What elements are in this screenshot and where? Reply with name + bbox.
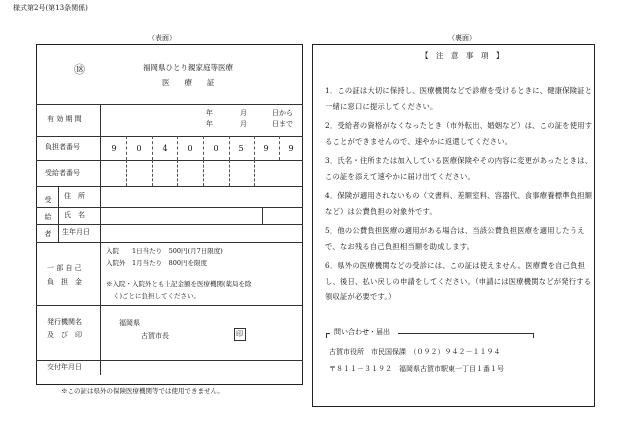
card-title: 福岡県ひとり親家庭等医療 — [143, 63, 233, 72]
validity-from-month: 月 — [240, 109, 247, 117]
contact-address: 〒８１１－３１９２ 福岡県古賀市駅東一丁目１番１号 — [329, 365, 504, 373]
payer-digit: 9 — [263, 144, 269, 153]
issuer-label: 発行機関名 — [47, 318, 82, 326]
payer-digit: 0 — [187, 144, 193, 153]
notice-item: 1．この証は大切に保持し、医療機関などで診療を受けるときに、健康保険証と一緒に窓口に提示してください。 — [325, 86, 593, 111]
birthdate-label: 生年月日 — [62, 228, 90, 236]
contact-office: 古賀市役所 市民国保課 （０９２）９４２－１１９４ — [329, 348, 501, 356]
payer-digit: 0 — [213, 144, 219, 153]
form-id: 様式第2号(第13条関係) — [13, 4, 88, 12]
front-side-label: （表面） — [148, 34, 176, 42]
issuer-prefecture: 福岡県 — [119, 319, 140, 327]
payer-number-label: 負担者番号 — [45, 143, 80, 151]
notice-item: 5．他の公費負担医療の適用がある場合は、当該公費負担医療を適用したうえで、なお残る自己負担相当額を助成します。 — [325, 226, 585, 251]
seal-mark: ⑱ — [74, 63, 85, 76]
copay-note: ※入院・入院外とも上記金額を医療機関(薬局を除 — [106, 280, 252, 288]
validity-from-year: 年 — [206, 109, 213, 117]
notice-item: 6．県外の医療機関などの受診には、この証は使えません。医療費を自己負担し、後日、払い戻しの申請をしてください。（申請には医療機関などが発行する領収証が必要です。） — [325, 261, 592, 302]
validity-from-day: 日から — [272, 109, 293, 117]
copay-label: 負 担 金 — [47, 278, 82, 286]
copay-note: く)ごとに負担してください。 — [113, 292, 201, 300]
notice-item: 3．氏名・住所または加入している医療保険やその内容に変更があったときは、この証を添えて速やかに届け出てください。 — [325, 156, 593, 181]
stamp-mark: 印 — [236, 330, 243, 338]
payer-digit: 0 — [136, 144, 142, 153]
contact-title: 問い合わせ・届出 — [334, 328, 390, 336]
notice-item: 4．保険が適用されないもの（文書料、差額室料、容器代、食事療養標準負担額など）は公費負担の対象外です。 — [325, 191, 593, 216]
notice-item: 2．受給者の資格がなくなったとき（市外転出、婚姻など）は、この証を使用することができませんので、速やかに返還してください。 — [325, 121, 593, 146]
validity-to-day: 日まで — [272, 120, 293, 128]
issuer-stamp-box — [234, 328, 246, 341]
recipient-number-label: 受給者番号 — [45, 169, 80, 177]
payer-digit: 4 — [162, 144, 168, 153]
issuer-label: 及 び 印 — [47, 331, 82, 339]
footnote: ※この証は県外の保険医療機関等では使用できません。 — [61, 387, 224, 395]
copay-outpatient: 入院外 1月当たり 800円を限度 — [106, 259, 208, 267]
copay-inpatient: 入院 1日当たり 500円(月7日限度) — [106, 247, 223, 255]
beneficiary-label: 受 給 者 — [44, 196, 52, 238]
back-side-label: （裏面） — [448, 34, 476, 42]
notice-heading: 【 注 意 事 項 】 — [421, 51, 504, 60]
copay-label: 一 部 自 己 — [47, 264, 82, 272]
name-label: 氏 名 — [64, 211, 85, 219]
address-label: 住 所 — [64, 192, 85, 200]
validity-to-year: 年 — [206, 120, 213, 128]
validity-label: 有 効 期 間 — [47, 115, 82, 123]
payer-digit: 9 — [288, 144, 294, 153]
issue-date-label: 交付年月日 — [47, 363, 82, 371]
card-subtitle: 医 療 証 — [162, 78, 215, 87]
validity-to-month: 月 — [240, 120, 247, 128]
payer-digit: 5 — [238, 144, 244, 153]
payer-digit: 9 — [111, 144, 117, 153]
issuer-name: 古賀市長 — [141, 332, 169, 340]
